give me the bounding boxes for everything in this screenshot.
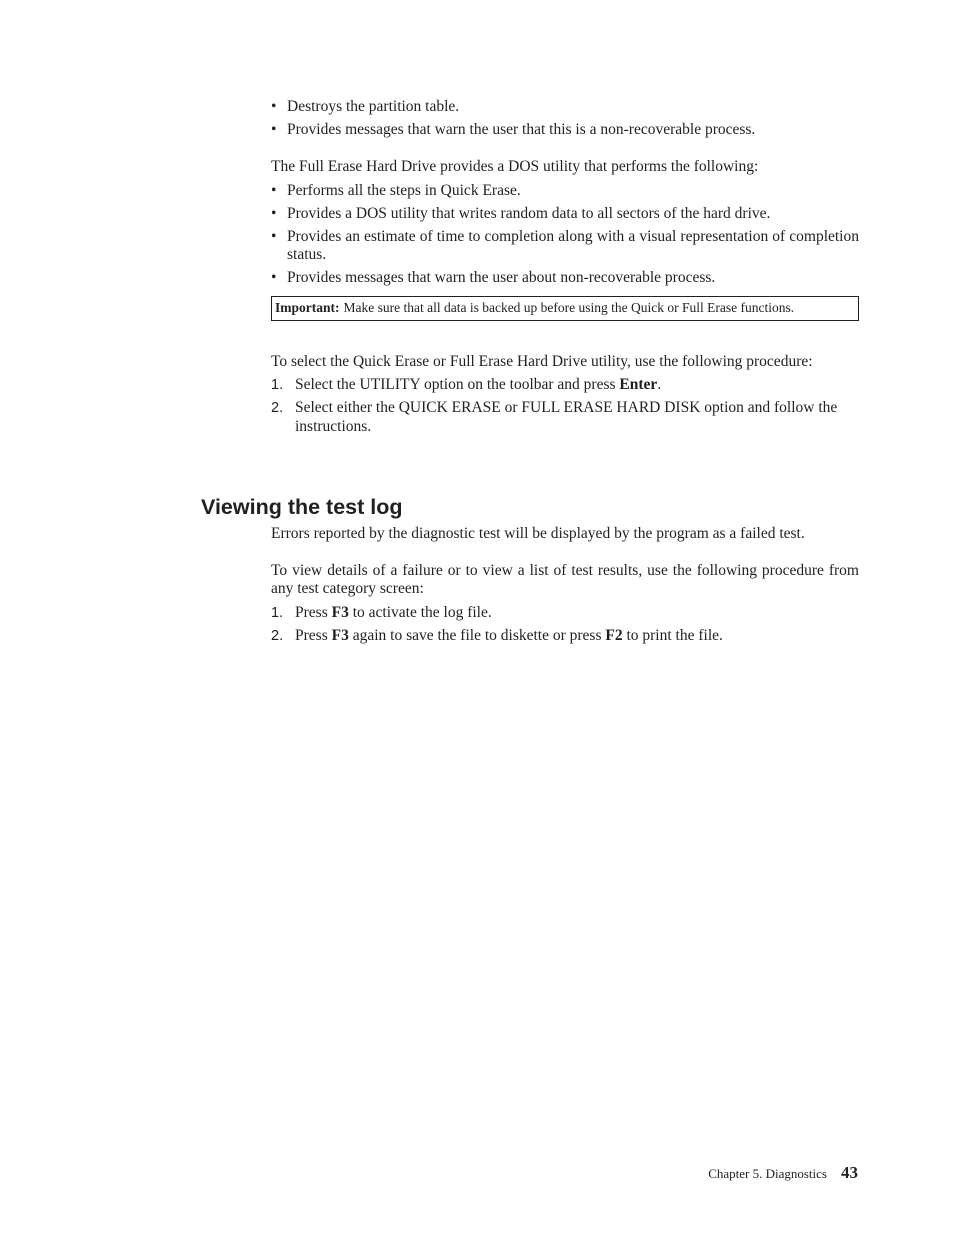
list-item: • Provides a DOS utility that writes random data to all sectors of the hard drive. bbox=[271, 205, 859, 224]
list-item: 2. Select either the QUICK ERASE or FULL ERASE HARD DISK option and follow the instructions. bbox=[271, 399, 838, 435]
page-body-upper bbox=[271, 98, 859, 441]
full-erase-bullet-list bbox=[271, 182, 859, 288]
step-number: 2. bbox=[271, 627, 284, 644]
step-number: 2. bbox=[271, 400, 284, 416]
list-item: • Provides messages that warn the user about non-recoverable process. bbox=[271, 269, 859, 288]
list-item: • Destroys the partition table. bbox=[271, 98, 859, 117]
important-text: Make sure that all data is backed up before using the Quick or Full Erase functions. bbox=[343, 299, 795, 315]
quick-erase-bullet-list bbox=[271, 98, 859, 140]
list-item: • Performs all the steps in Quick Erase. bbox=[271, 182, 859, 201]
page-body-lower bbox=[271, 525, 859, 650]
list-item: • Provides messages that warn the user that this is a non-recoverable process. bbox=[271, 121, 859, 140]
view-procedure-intro: To view details of a failure or to view a list of test results, use the following procedure from any test category screen: bbox=[271, 561, 859, 597]
list-item: 1. Press F3 to activate the log file. bbox=[271, 603, 492, 621]
f3-key: F3 bbox=[331, 603, 349, 621]
list-item: • Provides an estimate of time to completion along with a visual representation of completion status. bbox=[271, 228, 859, 265]
chapter-label: Chapter 5. Diagnostics bbox=[708, 1166, 827, 1181]
full-erase-intro: The Full Erase Hard Drive provides a DOS utility that performs the following: bbox=[271, 158, 759, 175]
step-number: 1. bbox=[271, 377, 284, 393]
step-number: 1. bbox=[271, 604, 284, 621]
list-item: 1. Select the UTILITY option on the toolbar and press Enter. bbox=[271, 376, 662, 393]
select-procedure-steps bbox=[271, 376, 859, 436]
section-heading: Viewing the test log bbox=[201, 495, 403, 519]
enter-key: Enter bbox=[619, 376, 658, 393]
errors-paragraph: Errors reported by the diagnostic test will be displayed by the program as a failed test. bbox=[271, 525, 805, 542]
view-procedure-steps bbox=[271, 604, 859, 646]
f3-key: F3 bbox=[331, 626, 349, 644]
select-procedure-intro: To select the Quick Erase or Full Erase Hard Drive utility, use the following procedure: bbox=[271, 352, 813, 370]
important-note-box bbox=[271, 296, 859, 321]
page-footer bbox=[708, 1161, 858, 1186]
important-label: Important: bbox=[275, 299, 340, 315]
list-item: 2. Press F3 again to save the file to diskette or press F2 to print the file. bbox=[271, 626, 723, 644]
f2-key: F2 bbox=[605, 626, 623, 644]
page-number: 43 bbox=[841, 1163, 858, 1182]
